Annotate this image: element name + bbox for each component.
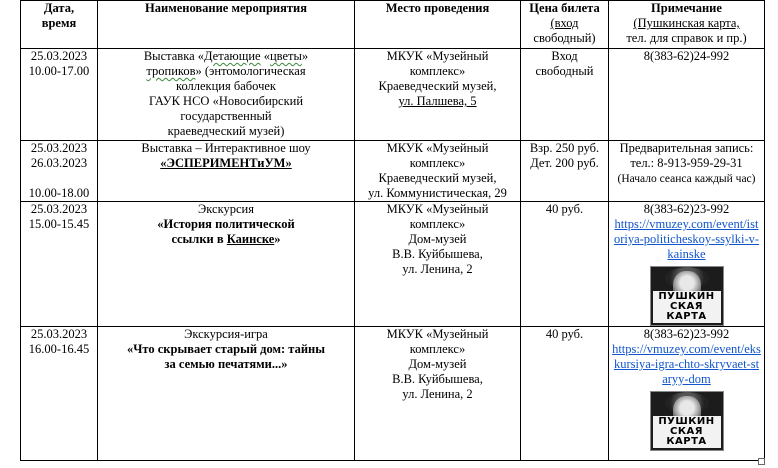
row1-note-phone: 8(383-62)24-992: [643, 49, 730, 63]
row3-name-line3a: ссылки в: [171, 232, 227, 246]
row2-event-name: [98, 141, 355, 202]
row3-name-line1: Экскурсия: [198, 202, 254, 216]
row3-event-name: [98, 202, 355, 327]
row1-place-line4: ул. Палшева, 5: [398, 94, 477, 108]
row2-place-line3: Краеведческий музей,: [378, 171, 497, 185]
row2-date: [21, 141, 98, 202]
header-place: Место проведения: [355, 1, 521, 49]
row2-price: [521, 141, 609, 202]
events-table: [20, 0, 765, 461]
row3-place-line4: В.В. Куйбышева,: [392, 247, 483, 261]
row4-place-line5: ул. Ленина, 2: [402, 387, 473, 401]
row4-time-value: 16.00-16.45: [28, 342, 90, 356]
row3-link-line1[interactable]: https://vmuzey.com/event/ist: [614, 217, 759, 231]
row3-date: [21, 202, 98, 327]
row2-time-value: 10.00-18.00: [28, 186, 90, 200]
row2-date2-value: 26.03.2023: [30, 156, 88, 170]
row4-name-line3: за семью печатями...»: [164, 357, 288, 371]
row2-price-line1: Взр. 250 руб.: [529, 141, 600, 155]
header-date: [21, 1, 98, 49]
row4-place: [355, 327, 521, 461]
badge-line2: СКАЯ: [670, 301, 703, 312]
row4-price: 40 руб.: [521, 327, 609, 461]
row1-name-mid2: »: [301, 49, 309, 63]
row1-place-line1: МКУК «Музейный: [386, 49, 489, 63]
row1-note: [609, 49, 765, 141]
badge-line2: СКАЯ: [670, 426, 703, 437]
header-note-line3: тел. для справок и пр.): [626, 31, 747, 45]
row3-event-link[interactable]: [612, 217, 761, 262]
header-event-name: Наименование мероприятия: [98, 1, 355, 49]
row3-link-line3[interactable]: kainske: [667, 247, 706, 261]
row4-link-line2[interactable]: skursiya-igra-chto-skryvaet-: [613, 342, 761, 371]
row1-name-mid1: «: [260, 49, 270, 63]
row1-date: [21, 49, 98, 141]
pushkin-card-logo-text: [653, 416, 721, 448]
row3-place: [355, 202, 521, 327]
row3-name-line3b: Каинске: [226, 232, 275, 246]
row1-name-line4: ГАУК НСО «Новосибирский: [148, 94, 304, 108]
row1-date-value: 25.03.2023: [30, 49, 88, 63]
row4-place-line4: В.В. Куйбышева,: [392, 372, 483, 386]
row2-note-line2: тел.: 8-913-959-29-31: [630, 156, 743, 170]
row4-note: [609, 327, 765, 461]
row1-event-name: [98, 49, 355, 141]
row1-place-line3: Краеведческий музей,: [378, 79, 497, 93]
row3-date-value: 25.03.2023: [30, 202, 88, 216]
row4-place-line1: МКУК «Музейный: [386, 327, 489, 341]
row3-price: 40 руб.: [521, 202, 609, 327]
row4-link-line3[interactable]: staryy-dom: [662, 357, 760, 386]
row2-place-line1: МКУК «Музейный: [386, 141, 489, 155]
row1-place: [355, 49, 521, 141]
row1-name-line3: коллекция бабочек: [176, 79, 276, 93]
row3-link-line2[interactable]: oriya-politicheskoy-ssylki-v-: [613, 232, 760, 246]
badge-line1: ПУШКИН: [658, 291, 715, 302]
table-row: [21, 202, 765, 327]
pushkin-card-logo: [650, 391, 724, 451]
row4-date: [21, 327, 98, 461]
row1-name-word2: цветы: [269, 49, 302, 63]
header-note: [609, 1, 765, 49]
row4-place-line3: Дом-музей: [408, 357, 467, 371]
row1-name-line5: государственный: [180, 109, 272, 123]
row3-place-line5: ул. Ленина, 2: [402, 262, 473, 276]
row4-place-line2: комплекс»: [409, 342, 466, 356]
row1-name-line6: краеведческий музей): [167, 124, 285, 138]
header-note-line2: (Пушкинская карта,: [633, 16, 740, 30]
pushkin-card-logo-text: [653, 291, 721, 323]
row1-name-word1: Детающие: [204, 49, 261, 63]
row2-date1-value: 25.03.2023: [30, 141, 88, 155]
row4-event-link[interactable]: [612, 342, 761, 387]
row2-name-line1: Выставка – Интерактивное шоу: [141, 141, 311, 155]
row2-note: [609, 141, 765, 202]
row4-date-value: 25.03.2023: [30, 327, 88, 341]
row1-time-value: 10.00-17.00: [28, 64, 90, 78]
row4-note-phone: 8(383-62)23-992: [643, 327, 730, 341]
row3-note-phone: 8(383-62)23-992: [643, 202, 730, 216]
row2-name-line2: «ЭСПЕРИМЕНТиУМ»: [160, 156, 292, 170]
row1-place-line2: комплекс»: [409, 64, 466, 78]
header-price: [521, 1, 609, 49]
header-row: [21, 1, 765, 49]
header-price-line1: Цена билета: [529, 1, 600, 15]
row4-name-line1: Экскурсия-игра: [184, 327, 268, 341]
table-resize-handle[interactable]: [758, 458, 765, 465]
row3-name-line3c: »: [274, 232, 281, 246]
row4-link-line1[interactable]: https://vmuzey.com/event/ek: [612, 342, 757, 356]
row2-price-line2: Дет. 200 руб.: [530, 156, 599, 170]
header-date-line1: Дата,: [43, 1, 75, 15]
row2-note-line1: Предварительная запись:: [619, 141, 754, 155]
badge-line3: КАРТА: [666, 436, 707, 447]
row3-place-line1: МКУК «Музейный: [386, 202, 489, 216]
badge-line1: ПУШКИН: [658, 416, 715, 427]
table-row: [21, 327, 765, 461]
row3-place-line3: Дом-музей: [408, 232, 467, 246]
row1-name-word3: тропиков: [146, 64, 196, 78]
row2-place: [355, 141, 521, 202]
row3-time-value: 15.00-15.45: [28, 217, 90, 231]
table-row: [21, 141, 765, 202]
row2-note-line3: (Начало сеанса каждый час): [617, 173, 756, 185]
header-price-line2: (вход: [550, 16, 579, 30]
row1-name-prefix: Выставка «: [143, 49, 204, 63]
header-price-line3: свободный): [533, 31, 596, 45]
row3-place-line2: комплекс»: [409, 217, 466, 231]
row4-event-name: [98, 327, 355, 461]
row3-name-line2: «История политической: [157, 217, 295, 231]
row1-name-line2: » (энтомологическая: [195, 64, 306, 78]
row2-place-line4: ул. Коммунистическая, 29: [368, 186, 507, 200]
row4-name-line2: «Что скрывает старый дом: тайны: [126, 342, 326, 356]
header-date-line2: время: [41, 16, 77, 30]
badge-line3: КАРТА: [666, 311, 707, 322]
row1-price-line1: Вход: [551, 49, 578, 63]
row2-place-line2: комплекс»: [409, 156, 466, 170]
table-row: [21, 49, 765, 141]
row3-note: [609, 202, 765, 327]
row1-price: [521, 49, 609, 141]
header-note-line1: Примечание: [651, 1, 722, 15]
row1-price-line2: свободный: [535, 64, 594, 78]
pushkin-card-logo: [650, 266, 724, 326]
